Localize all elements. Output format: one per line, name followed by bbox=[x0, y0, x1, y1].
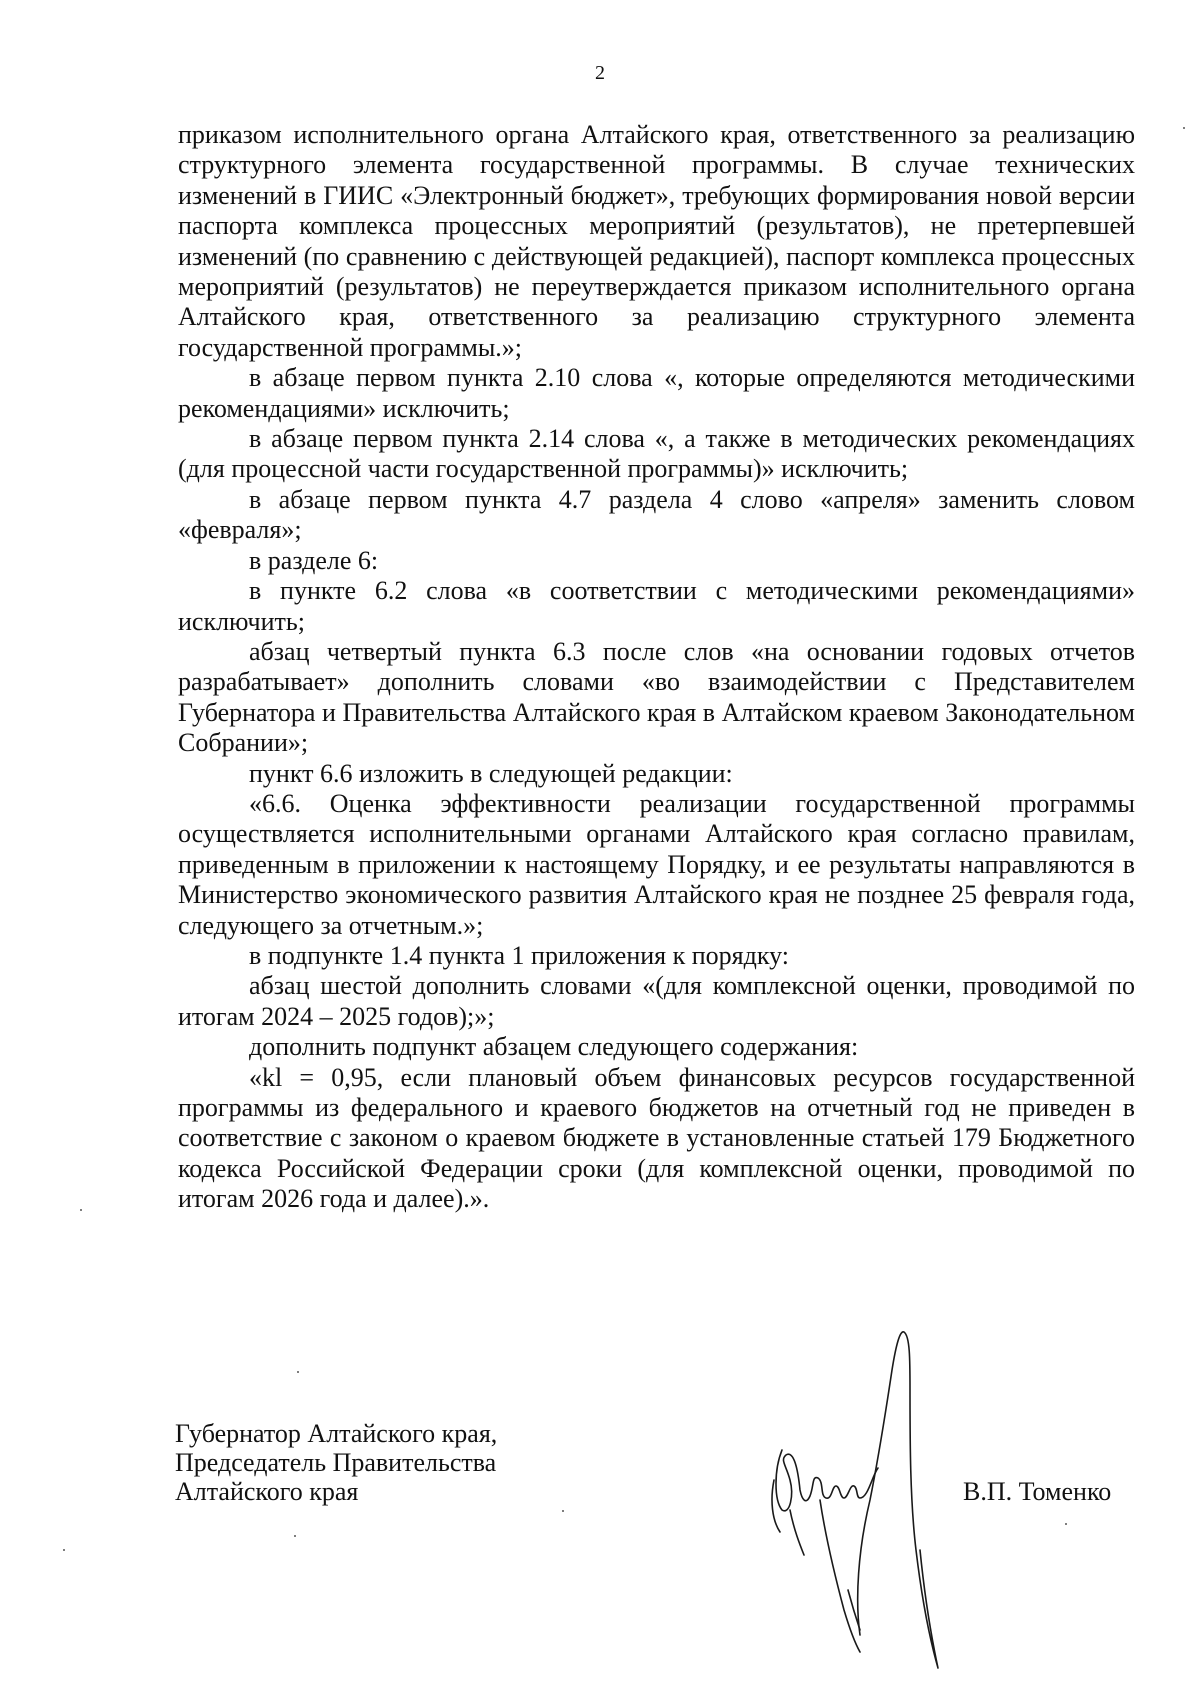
paragraph: «6.6. Оценка эффективности реализации государственной программы осуществляется исполнительными органами Алтайского края согласно правилам, приведенным в приложении к настоящему Порядку, и ее результаты направляются в Министерство экономического развития Алтайского края не позднее 25 февраля года, следующего за отчетным.»; bbox=[178, 788, 1135, 940]
signatory-name: В.П. Томенко bbox=[963, 1477, 1112, 1506]
signatory-title-line: Председатель Правительства bbox=[175, 1448, 497, 1477]
signatory-title-line: Алтайского края bbox=[175, 1477, 359, 1506]
scan-speck bbox=[1183, 127, 1185, 129]
document-body bbox=[178, 120, 1135, 1215]
page-number: 2 bbox=[595, 62, 605, 84]
paragraph: приказом исполнительного органа Алтайского края, ответственного за реализацию структурного элемента государственной программы. В случае технических изменений в ГИИС «Электронный бюджет», требующих формирования новой версии паспорта комплекса процессных мероприятий (результатов), не претерпевшей изменений (по сравнению с действующей редакцией), паспорт комплекса процессных мероприятий (результатов) не переутверждается приказом исполнительного органа Алтайского края, ответственного за реализацию структурного элемента государственной программы.»; bbox=[178, 120, 1135, 362]
signatory-title bbox=[175, 1419, 497, 1506]
signatory-title-line: Губернатор Алтайского края, bbox=[175, 1419, 498, 1448]
scan-speck bbox=[1065, 1523, 1067, 1525]
scan-speck bbox=[80, 1209, 82, 1211]
paragraph: в пункте 6.2 слова «в соответствии с методическими рекомендациями» исключить; bbox=[178, 576, 1135, 636]
paragraph: в абзаце первом пункта 2.10 слова «, которые определяются методическими рекомендациями» исключить; bbox=[178, 363, 1135, 423]
paragraph: дополнить подпункт абзацем следующего содержания: bbox=[249, 1032, 859, 1062]
paragraph: «kl = 0,95, если плановый объем финансовых ресурсов государственной программы из федерального и краевого бюджетов на отчетный год не приведен в соответствие с законом о краевом бюджете в установленные статьей 179 Бюджетного кодекса Российской Федерации сроки (для комплексной оценки, проводимой по итогам 2026 года и далее).». bbox=[178, 1062, 1135, 1214]
scan-speck bbox=[297, 1371, 299, 1373]
scan-speck bbox=[63, 1549, 65, 1551]
paragraph: в абзаце первом пункта 2.14 слова «, а также в методических рекомендациях (для процессной части государственной программы)» исключить; bbox=[178, 424, 1135, 484]
paragraph: абзац шестой дополнить словами «(для комплексной оценки, проводимой по итогам 2024 – 2025 годов);»; bbox=[178, 971, 1135, 1031]
paragraph: пункт 6.6 изложить в следующей редакции: bbox=[249, 758, 733, 788]
handwritten-signature bbox=[760, 1300, 990, 1680]
scan-speck bbox=[562, 1510, 564, 1512]
scan-speck bbox=[294, 1535, 296, 1537]
paragraph: абзац четвертый пункта 6.3 после слов «на основании годовых отчетов разрабатывает» дополнить словами «во взаимодействии с Представителем Губернатора и Правительства Алтайского края в Алтайском краевом Законодательном Собрании»; bbox=[178, 636, 1135, 758]
paragraph: в подпункте 1.4 пункта 1 приложения к порядку: bbox=[249, 940, 790, 970]
paragraph: в разделе 6: bbox=[249, 545, 379, 575]
paragraph: в абзаце первом пункта 4.7 раздела 4 слово «апреля» заменить словом «февраля»; bbox=[178, 484, 1135, 545]
